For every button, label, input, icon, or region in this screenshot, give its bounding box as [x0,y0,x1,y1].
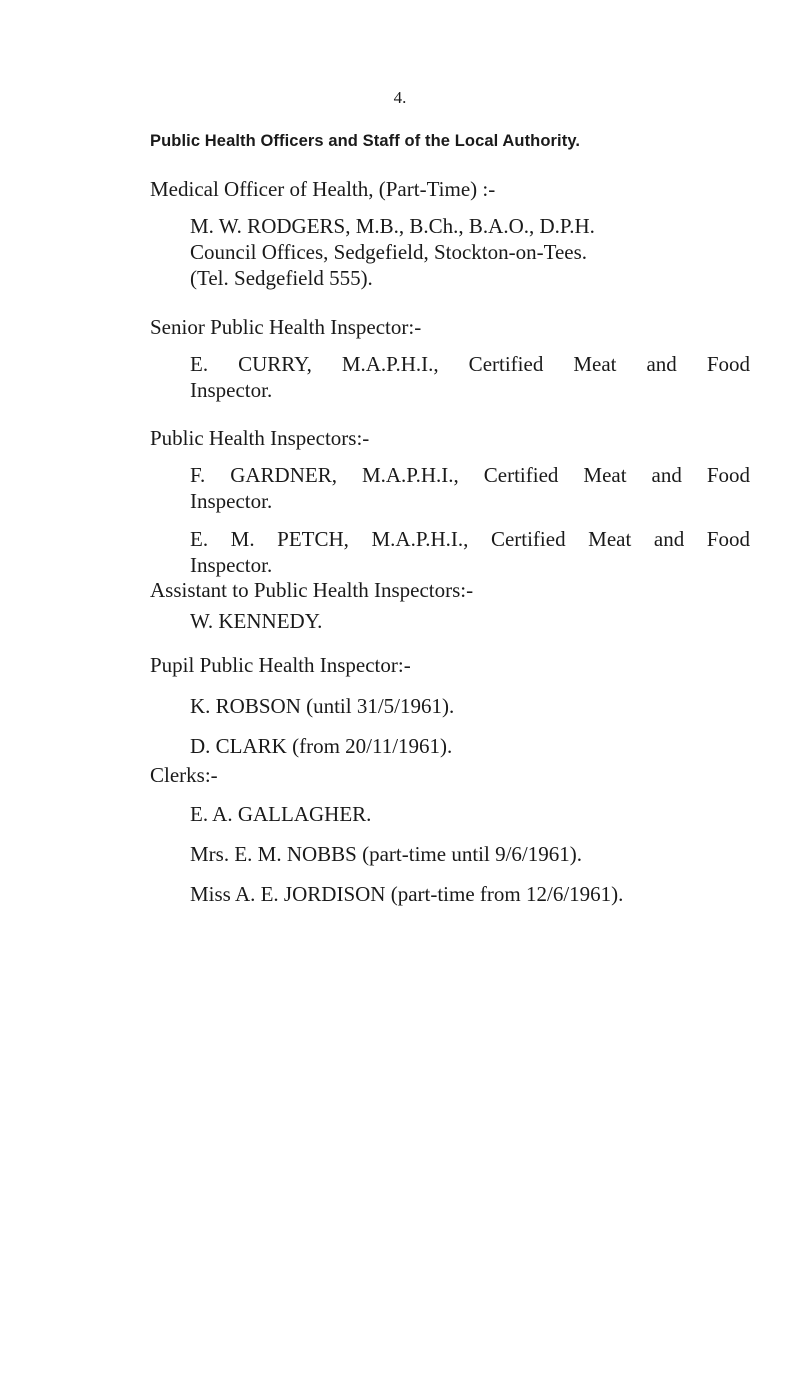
staff-entry [190,801,750,827]
section-medical-officer [150,175,750,291]
section-pupil-inspector [150,651,750,759]
section-heading: Pupil Public Health Inspector:- [150,653,411,677]
section-senior-inspector [150,313,750,403]
entry-line: M. W. RODGERS, M.B., B.Ch., B.A.O., D.P.H. [190,214,595,238]
entry-line: D. CLARK (from 20/11/1961). [190,734,453,758]
entry-line: Council Offices, Sedgefield, Stockton-on-Tees. [190,240,588,264]
staff-entry [190,462,750,514]
staff-entry [190,526,750,578]
entry-line: Inspector. [190,553,273,577]
document-title: Public Health Officers and Staff of the Local Authority. [150,132,581,150]
section-heading: Clerks:- [150,763,218,787]
staff-entry [190,733,750,759]
staff-entry [190,881,750,907]
staff-entry [190,693,750,719]
section-heading: Senior Public Health Inspector:- [150,315,422,339]
staff-entry [190,351,750,403]
entry-line: F. GARDNER, M.A.P.H.I., Certified Meat and Food [190,463,750,487]
entry-line: Inspector. [190,489,273,513]
section-inspectors [150,424,750,578]
staff-entry [190,213,750,291]
staff-entry [190,841,750,867]
staff-entry [190,608,750,634]
entry-line: E. CURRY, M.A.P.H.I., Certified Meat and Food [190,352,750,376]
entry-line: Mrs. E. M. NOBBS (part-time until 9/6/1961). [190,842,582,866]
entry-line: (Tel. Sedgefield 555). [190,266,373,290]
entry-line: Inspector. [190,378,273,402]
entry-line: W. KENNEDY. [190,609,323,633]
section-heading: Assistant to Public Health Inspectors:- [150,578,474,602]
entry-line: E. M. PETCH, M.A.P.H.I., Certified Meat and Food [190,527,750,551]
section-heading: Medical Officer of Health, (Part-Time) :- [150,177,496,201]
section-clerks [150,761,750,907]
entry-line: K. ROBSON (until 31/5/1961). [190,694,455,718]
entry-line: Miss A. E. JORDISON (part-time from 12/6/1961). [190,882,624,906]
page-number: 4. [393,88,407,107]
section-heading: Public Health Inspectors:- [150,426,370,450]
section-assistant [150,576,750,634]
entry-line: E. A. GALLAGHER. [190,802,372,826]
